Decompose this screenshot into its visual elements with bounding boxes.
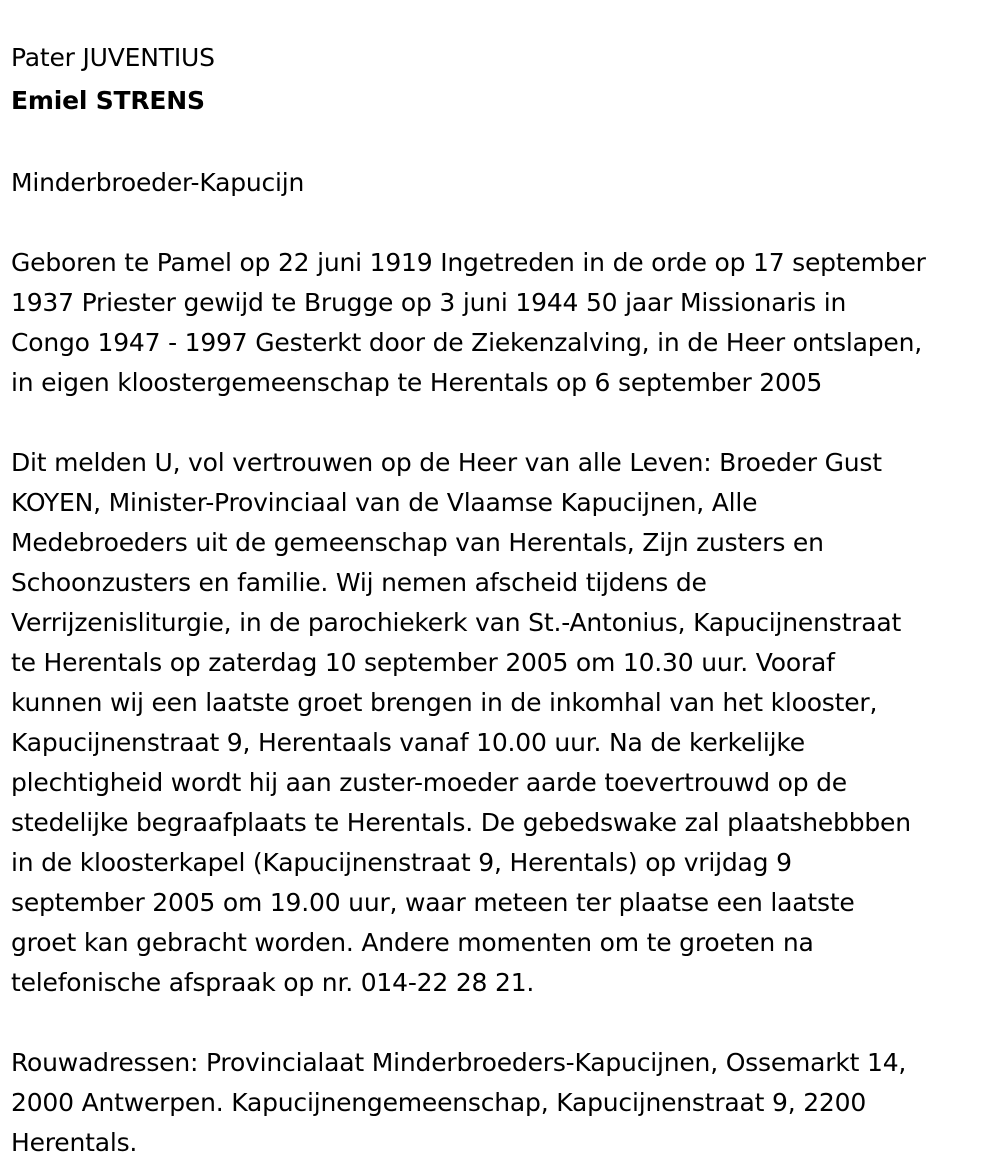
address-line: 2000 Antwerpen. Kapucijnengemeenschap, Kapucijnenstraat 9, 2200	[11, 1088, 867, 1117]
address-line: Rouwadressen: Provincialaat Minderbroeders-Kapucijnen, Ossemarkt 14,	[11, 1048, 907, 1077]
announcement-line: Medebroeders uit de gemeenschap van Herentals, Zijn zusters en	[11, 528, 824, 557]
announcement-line: plechtigheid wordt hij aan zuster-moeder aarde toevertrouwd op de	[11, 768, 847, 797]
announcement-line: in de kloosterkapel (Kapucijnenstraat 9, Herentals) op vrijdag 9	[11, 848, 792, 877]
announcement-line: Schoonzusters en familie. Wij nemen afscheid tijdens de	[11, 568, 707, 597]
announcement-line: Dit melden U, vol vertrouwen op de Heer van alle Leven: Broeder Gust	[11, 448, 882, 477]
announcement-line: te Herentals op zaterdag 10 september 2005 om 10.30 uur. Vooraf	[11, 648, 835, 677]
life-line: in eigen kloostergemeenschap te Herentals op 6 september 2005	[11, 368, 823, 397]
spacer	[11, 1003, 991, 1043]
life-line: Geboren te Pamel op 22 juni 1919 Ingetreden in de orde op 17 september	[11, 248, 926, 277]
announcement-line: september 2005 om 19.00 uur, waar meteen ter plaatse een laatste	[11, 888, 855, 917]
obituary-document	[11, 38, 991, 1163]
announcement-line: Kapucijnenstraat 9, Herentaals vanaf 10.00 uur. Na de kerkelijke	[11, 728, 805, 757]
spacer	[11, 403, 991, 443]
order-name: Minderbroeder-Kapucijn	[11, 168, 305, 197]
civil-name: Emiel STRENS	[11, 86, 205, 115]
announcement-line: stedelijke begraafplaats te Herentals. De gebedswake zal plaatshebbben	[11, 808, 911, 837]
life-line: Congo 1947 - 1997 Gesterkt door de Ziekenzalving, in de Heer ontslapen,	[11, 328, 922, 357]
address-line: Herentals.	[11, 1128, 138, 1157]
spacer	[11, 203, 991, 243]
religious-name: Pater JUVENTIUS	[11, 43, 215, 72]
life-paragraph	[11, 243, 991, 403]
life-line: 1937 Priester gewijd te Brugge op 3 juni 1944 50 jaar Missionaris in	[11, 288, 847, 317]
announcement-line: kunnen wij een laatste groet brengen in de inkomhal van het klooster,	[11, 688, 878, 717]
announcement-paragraph	[11, 443, 991, 1003]
announcement-line: Verrijzenisliturgie, in de parochiekerk van St.-Antonius, Kapucijnenstraat	[11, 608, 902, 637]
addresses-paragraph	[11, 1043, 991, 1163]
announcement-line: groet kan gebracht worden. Andere momenten om te groeten na	[11, 928, 814, 957]
spacer	[11, 123, 991, 163]
announcement-line: telefonische afspraak op nr. 014-22 28 21.	[11, 968, 535, 997]
announcement-line: KOYEN, Minister-Provinciaal van de Vlaamse Kapucijnen, Alle	[11, 488, 758, 517]
